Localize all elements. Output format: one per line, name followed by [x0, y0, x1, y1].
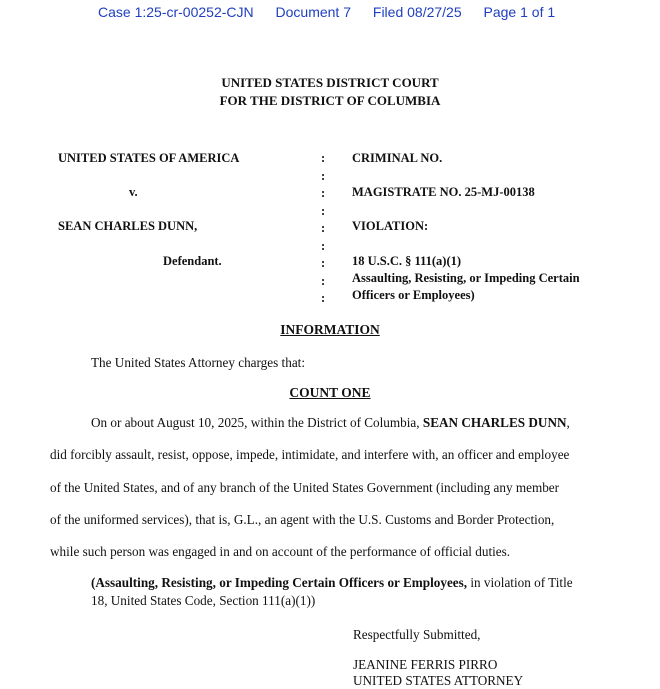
- citation-line-1: (Assaulting, Resisting, or Impeding Certain Officers or Employees, in violation of Title: [91, 575, 573, 590]
- violation-description-1: Assaulting, Resisting, or Impeding Certain: [352, 271, 580, 285]
- attorney-title: UNITED STATES ATTORNEY: [353, 673, 524, 688]
- intro-text: The United States Attorney charges that:: [91, 355, 305, 370]
- document-number: Document 7: [275, 4, 351, 20]
- page-number: Page 1 of 1: [483, 4, 556, 20]
- count-line-4: of the uniformed services), that is, G.L., an agent with the U.S. Customs and Border Protection,: [50, 512, 555, 527]
- count-line-2: did forcibly assault, resist, oppose, impede, intimidate, and interfere with, an officer and employee: [50, 447, 570, 462]
- plaintiff-name: UNITED STATES OF AMERICA: [58, 151, 240, 165]
- citation-line-2: 18, United States Code, Section 111(a)(1)): [91, 593, 316, 608]
- defendant-name-inline: SEAN CHARLES DUNN: [422, 415, 567, 430]
- count-line-3: of the United States, and of any branch of the United States Government (including any member: [50, 480, 560, 495]
- violation-code: 18 U.S.C. § 111(a)(1): [352, 254, 462, 268]
- violation-description-2: Officers or Employees): [352, 288, 475, 302]
- closing-text: Respectfully Submitted,: [353, 627, 481, 642]
- court-name: UNITED STATES DISTRICT COURT: [221, 75, 439, 90]
- filed-date: Filed 08/27/25: [372, 4, 462, 20]
- attorney-name: JEANINE FERRIS PIRRO: [353, 657, 498, 672]
- defendant-name: SEAN CHARLES DUNN,: [58, 219, 198, 233]
- case-number: Case 1:25-cr-00252-CJN: [98, 4, 254, 20]
- magistrate-number: MAGISTRATE NO. 25-MJ-00138: [352, 185, 535, 199]
- criminal-number: CRIMINAL NO.: [352, 151, 443, 165]
- versus-label: v.: [129, 185, 138, 199]
- violation-label: VIOLATION:: [352, 219, 429, 233]
- count-line-1: On or about August 10, 2025, within the District of Columbia, SEAN CHARLES DUNN,: [91, 415, 570, 430]
- count-title: COUNT ONE: [289, 385, 371, 400]
- filing-header: [98, 4, 573, 20]
- defendant-label: Defendant.: [163, 254, 222, 268]
- caption-colon-column: : : : : : : : : :: [321, 151, 326, 305]
- document-title: INFORMATION: [280, 322, 380, 337]
- count-line-5: while such person was engaged in and on account of the performance of official duties.: [50, 544, 511, 559]
- court-district: FOR THE DISTRICT OF COLUMBIA: [219, 93, 441, 108]
